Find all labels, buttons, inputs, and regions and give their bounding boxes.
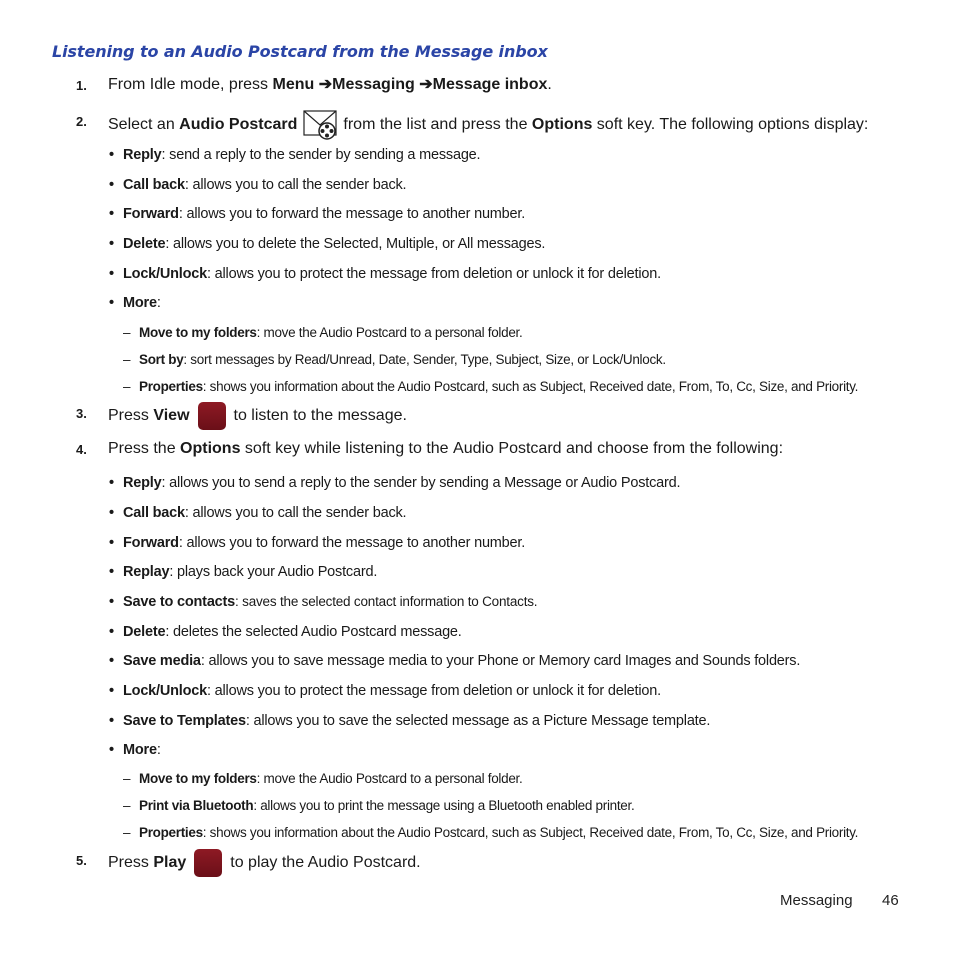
more-sub-item: – Move to my folders: move the Audio Postcard to a personal folder.	[123, 325, 523, 340]
ok-key-icon	[194, 849, 222, 877]
option-item: • More:	[109, 742, 161, 758]
step-text: From Idle mode, press Menu ➔Messaging ➔Message inbox .	[108, 76, 552, 93]
option-item: • Forward: allows you to forward the message to another number.	[109, 206, 526, 222]
ok-key-icon	[198, 402, 226, 430]
step-number: 3.	[76, 406, 87, 421]
option-item: • Lock/Unlock: allows you to protect the message from deletion or unlock it for deletion.	[109, 266, 661, 282]
more-sub-item: – Print via Bluetooth: allows you to print the message using a Bluetooth enabled printer.	[123, 798, 635, 813]
step-number: 2.	[76, 114, 87, 129]
option-item: • Reply: send a reply to the sender by sending a message.	[109, 147, 481, 163]
more-sub-item: – Sort by: sort messages by Read/Unread, Date, Sender, Type, Subject, Size, or Lock/Unlock.	[123, 352, 666, 367]
option-item: • Save to contacts: saves the selected contact information to Contacts.	[109, 594, 538, 610]
step-number: 4.	[76, 442, 87, 457]
footer-section: Messaging	[780, 892, 853, 909]
option-item: • Call back: allows you to call the sender back.	[109, 505, 407, 521]
option-item: • More:	[109, 295, 161, 311]
option-item: • Reply: allows you to send a reply to the sender by sending a Message or Audio Postcard.	[109, 475, 681, 491]
audio-postcard-icon	[303, 110, 337, 140]
option-item: • Save media: allows you to save message media to your Phone or Memory card Images and Sounds folders.	[109, 653, 801, 669]
step-number: 5.	[76, 853, 87, 868]
option-item: • Call back: allows you to call the sender back.	[109, 177, 407, 193]
more-sub-item: – Properties: shows you information about the Audio Postcard, such as Subject, Received date, From, To, Cc, Size, and Priority.	[123, 825, 859, 840]
option-item: • Lock/Unlock: allows you to protect the message from deletion or unlock it for deletion.	[109, 683, 661, 699]
option-item: • Forward: allows you to forward the message to another number.	[109, 535, 526, 551]
option-item: • Replay: plays back your Audio Postcard.	[109, 564, 378, 580]
step-text: Press View to listen to the message.	[108, 402, 407, 430]
option-item: • Save to Templates: allows you to save the selected message as a Picture Message template.	[109, 713, 711, 729]
option-item: • Delete: deletes the selected Audio Postcard message.	[109, 624, 462, 640]
page-number: 46	[882, 892, 899, 909]
section-heading: Listening to an Audio Postcard from the Message inbox	[52, 42, 548, 61]
step-text: Press Play to play the Audio Postcard.	[108, 849, 421, 877]
option-item: • Delete: allows you to delete the Selected, Multiple, or All messages.	[109, 236, 546, 252]
step-number: 1.	[76, 78, 87, 93]
more-sub-item: – Properties: shows you information about the Audio Postcard, such as Subject, Received date, From, To, Cc, Size, and Priority.	[123, 379, 859, 394]
step-text: Select an Audio Postcard from the list and press the Options soft key. The following options display:	[108, 110, 868, 140]
more-sub-item: – Move to my folders: move the Audio Postcard to a personal folder.	[123, 771, 523, 786]
step-text: Press the Options soft key while listening to the Audio Postcard and choose from the following:	[108, 440, 784, 457]
